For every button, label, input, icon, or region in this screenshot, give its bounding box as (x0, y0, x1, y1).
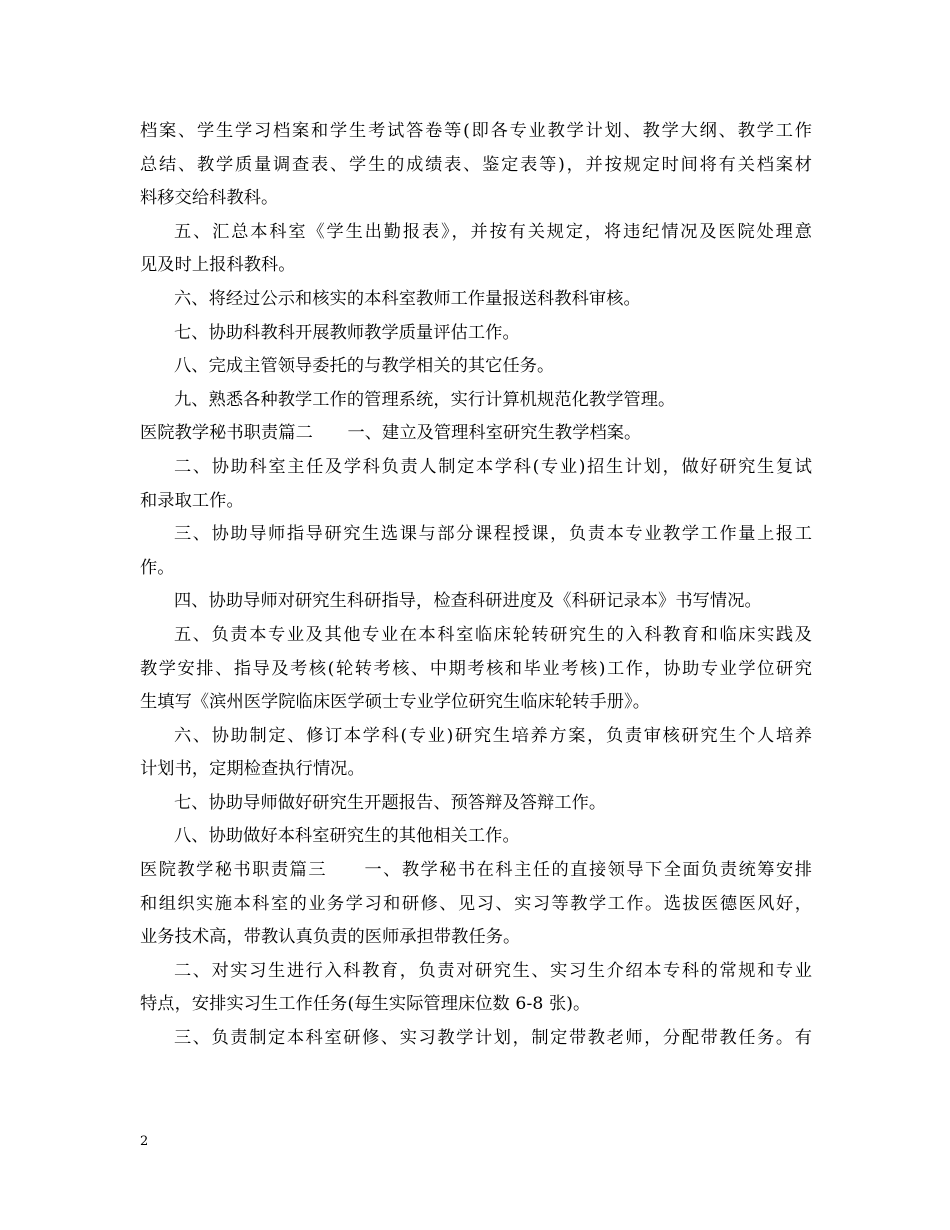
text-line: 二、对实习生进行入科教育，负责对研究生、实习生介绍本专科的常规和专业 (174, 960, 812, 981)
text-line: 总结、教学质量调查表、学生的成绩表、鉴定表等)，并按规定时间将有关档案材 (140, 154, 812, 175)
text-line: 六、将经过公示和核实的本科室教师工作量报送科教科审核。 (174, 288, 641, 309)
text-line: 医院教学秘书职责篇三 一、教学秘书在科主任的直接领导下全面负责统筹安排 (140, 860, 812, 881)
text-line: 和录取工作。 (140, 490, 244, 511)
text-line: 五、汇总本科室《学生出勤报表》，并按有关规定，将违纪情况及医院处理意 (174, 221, 812, 242)
text-line: 见及时上报科教科。 (140, 255, 296, 276)
text-line: 二、协助科室主任及学科负责人制定本学科(专业)招生计划，做好研究生复试 (174, 456, 812, 477)
text-line: 八、完成主管领导委托的与教学相关的其它任务。 (174, 356, 555, 377)
text-line: 教学安排、指导及考核(轮转考核、中期考核和毕业考核)工作，协助专业学位研究 (140, 658, 812, 679)
text-line: 四、协助导师对研究生科研指导，检查科研进度及《科研记录本》书写情况。 (174, 591, 762, 612)
document-body (140, 115, 812, 1056)
text-line: 和组织实施本科室的业务学习和研修、见习、实习等教学工作。选拔医德医风好， (140, 893, 812, 914)
text-line: 料移交给科教科。 (140, 188, 279, 209)
text-line: 七、协助科教科开展教师教学质量评估工作。 (174, 322, 520, 343)
text-line: 九、熟悉各种教学工作的管理系统，实行计算机规范化教学管理。 (174, 389, 676, 410)
text-line: 业务技术高，带教认真负责的医师承担带教任务。 (140, 927, 521, 948)
text-line: 六、协助制定、修订本学科(专业)研究生培养方案，负责审核研究生个人培养 (174, 725, 812, 746)
text-line: 三、负责制定本科室研修、实习教学计划，制定带教老师，分配带教任务。有 (174, 1028, 812, 1049)
text-line: 三、协助导师指导研究生选课与部分课程授课，负责本专业教学工作量上报工 (174, 524, 812, 545)
text-line: 生填写《滨州医学院临床医学硕士专业学位研究生临床轮转手册》。 (140, 692, 651, 713)
text-line: 档案、学生学习档案和学生考试答卷等(即各专业教学计划、教学大纲、教学工作 (140, 121, 812, 141)
text-line: 作。 (140, 557, 175, 578)
text-line: 五、负责本专业及其他专业在本科室临床轮转研究生的入科教育和临床实践及 (174, 624, 812, 645)
text-line: 医院教学秘书职责篇二 一、建立及管理科室研究生教学档案。 (140, 423, 642, 444)
text-line: 计划书，定期检查执行情况。 (140, 759, 365, 780)
text-line: 八、协助做好本科室研究生的其他相关工作。 (174, 826, 520, 847)
page-number: 2 (140, 1134, 149, 1149)
text-line: 七、协助导师做好研究生开题报告、预答辩及答辩工作。 (174, 792, 607, 813)
text-line: 特点，安排实习生工作任务(每生实际管理床位数 6-8 张)。 (140, 994, 591, 1015)
